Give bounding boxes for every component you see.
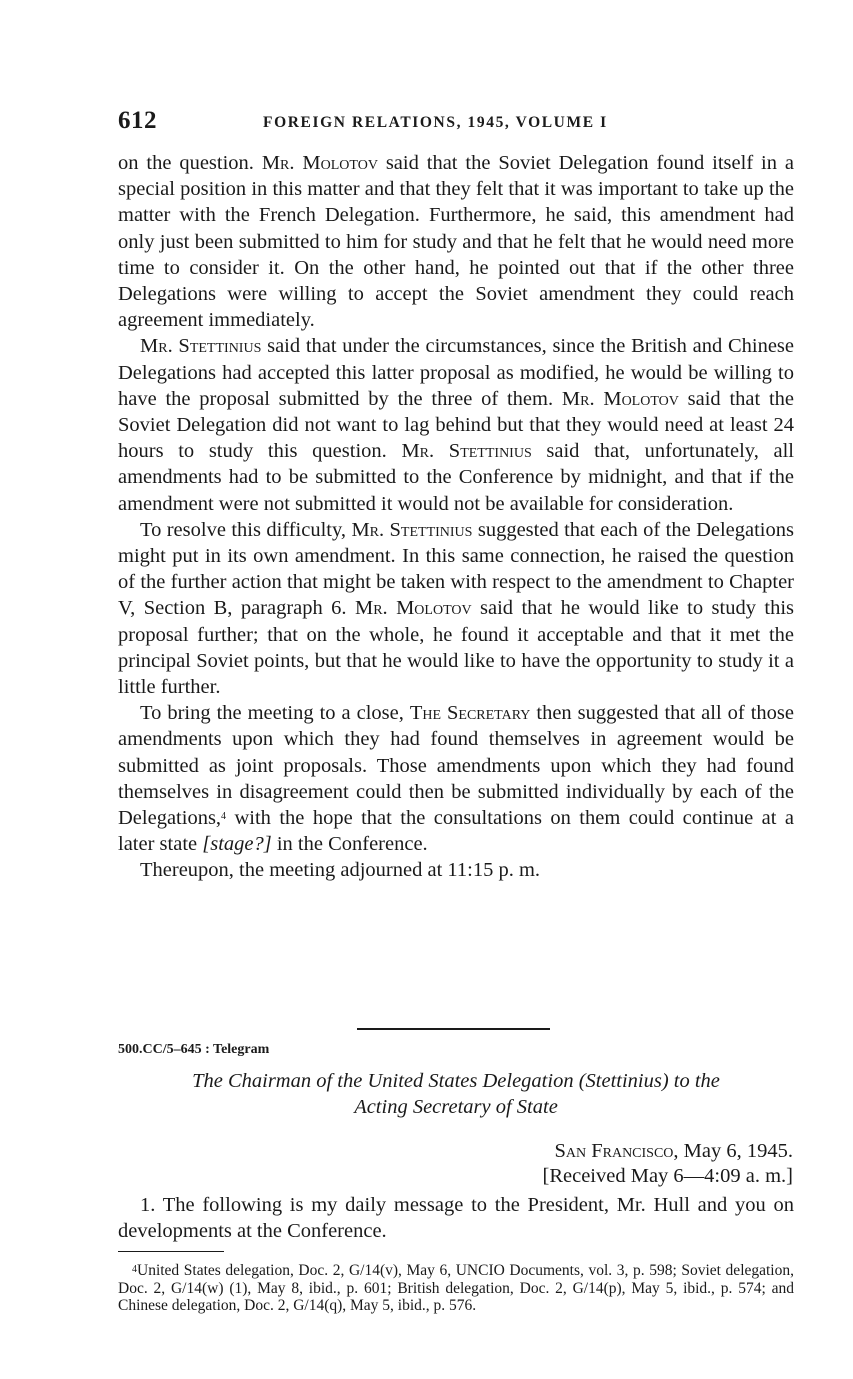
- text-run: said that he would like to study this proposal further; that on the whole, he found it acceptable and that it met the principal Soviet points, but that he would like to have the opportunity to study it a little further.: [118, 597, 794, 699]
- text-run: To bring the meeting to a close,: [140, 702, 410, 725]
- document-title: [118, 1068, 794, 1120]
- text-run: with the hope that the consultations on them could continue at a later state: [118, 807, 794, 856]
- speaker-name: Mr. Stettinius: [351, 518, 473, 541]
- editorial-insertion: [stage?]: [202, 833, 272, 856]
- text-run: suggested that each of the Delegations might put in its own amendment. In this same connection, he raised the question of the further action that might be taken with respect to the amendment to Chapter V, Section B, paragraph 6.: [118, 518, 794, 620]
- place: San Francisco: [554, 1140, 674, 1162]
- speaker-name: Mr. Molotov: [561, 387, 679, 410]
- running-head: FOREIGN RELATIONS, 1945, VOLUME I: [263, 114, 608, 131]
- page-number: 612: [118, 107, 157, 134]
- speaker-name: The Secretary: [409, 702, 531, 725]
- footnote-text: United States delegation, Doc. 2, G/14(v), May 6, UNCIO Documents, vol. 3, p. 598; Soviet delegation, Doc. 2, G/14(w) (1), May 8, ibid., p. 601; British delegation, Doc. 2, G/14(p), May 5, ibid., p. 574; and Chinese delegation, Doc. 2, G/14(q), May 5, ibid., p. 576.: [118, 1262, 794, 1314]
- speaker-name: Mr. Stettinius: [140, 335, 262, 358]
- document-title-line: The Chairman of the United States Delegation (Stettinius) to the: [192, 1070, 720, 1092]
- date: , May 6, 1945.: [673, 1140, 793, 1162]
- footnote-reference[interactable]: 4: [221, 811, 227, 823]
- paragraph-5: [118, 857, 794, 883]
- page-header: [118, 107, 794, 139]
- text-run: then suggested that all of those amendments upon which they had found themselves in agreement would be submitted as joint proposals. Those amendments upon which they had found themselves in disagreement could then be submitted individually by each of the Delegations,: [118, 702, 794, 830]
- message-paragraph: 1. The following is my daily message to the President, Mr. Hull and you on developments at the Conference.: [118, 1194, 794, 1243]
- speaker-name: Mr. Stettinius: [401, 440, 532, 463]
- text-run: said that the Soviet Delegation did not want to lag behind but that they would need at least 24 hours to study this question.: [118, 387, 795, 463]
- text-run: To resolve this difficulty,: [140, 518, 352, 541]
- text-run: in the Conference.: [271, 833, 428, 856]
- text-run: said that the Soviet Delegation found itself in a special position in this matter and that they felt that it was important to take up the matter with the French Delegation. Furthermore, he said, this amendment had only just been submitted to him for study and that he felt that he would need more time to consider it. On the other hand, he pointed out that if the other three Delegations were willing to accept the Soviet amendment they could reach agreement immediately.: [118, 152, 794, 332]
- footnote-divider: [118, 1251, 224, 1252]
- text-run: on the question.: [118, 152, 262, 174]
- document-id: 500.CC/5–645 : Telegram: [118, 1042, 270, 1057]
- received-line: [Received May 6—4:09 a. m.]: [542, 1165, 793, 1187]
- place-date: [554, 1140, 793, 1163]
- speaker-name: Mr. Molotov: [354, 597, 472, 620]
- text-run: said that under the circumstances, since the British and Chinese Delegations had accepted this latter proposal as modified, he would be willing to have the proposal submitted by the three of them.: [118, 335, 794, 410]
- body-text: [118, 150, 794, 884]
- paragraph-2: [118, 333, 794, 516]
- speaker-name: Mr. Molotov: [261, 152, 378, 174]
- paragraph-3: [118, 517, 794, 700]
- footnote-marker: 4: [132, 1264, 137, 1275]
- paragraph-1: [118, 150, 794, 333]
- text-run: Thereupon, the meeting adjourned at 11:15 p. m.: [140, 859, 541, 882]
- document-title-line: Acting Secretary of State: [354, 1096, 558, 1118]
- paragraph-4: [118, 700, 794, 857]
- footnote: [118, 1262, 794, 1315]
- section-divider: [357, 1028, 550, 1030]
- text-run: said that, unfortunately, all amendments had to be submitted to the Conference by midnight, and that if the amendment were not submitted it would not be available for consideration.: [118, 440, 795, 515]
